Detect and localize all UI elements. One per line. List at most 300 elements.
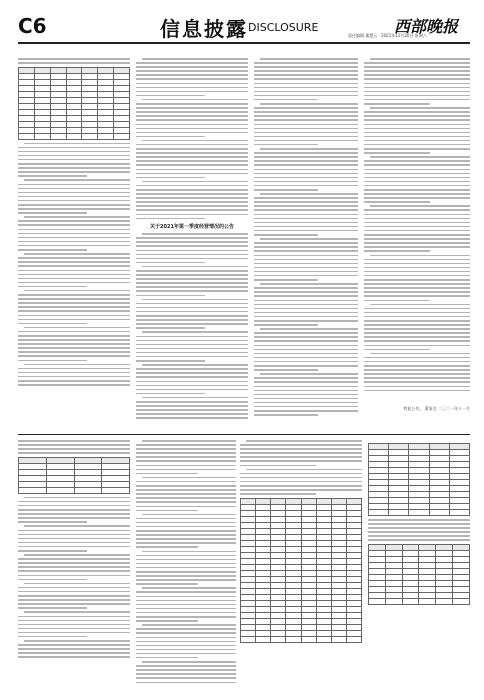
text-line — [364, 349, 430, 351]
text-line — [136, 460, 236, 462]
table-cell — [369, 510, 389, 516]
page-number: C6 — [18, 14, 47, 38]
text-line — [364, 169, 470, 171]
text-line — [18, 599, 130, 601]
text-line — [136, 596, 236, 598]
text-line — [254, 345, 358, 347]
table-cell — [46, 487, 74, 493]
text-line — [142, 587, 236, 589]
text-line — [254, 398, 358, 400]
text-line — [142, 299, 248, 301]
text-line — [18, 355, 130, 357]
text-line — [142, 140, 248, 142]
text-line — [136, 160, 248, 162]
text-line — [18, 323, 87, 325]
text-line — [254, 83, 358, 85]
table-cell — [256, 636, 271, 642]
text-line — [142, 266, 248, 268]
text-line — [260, 148, 358, 150]
text-line — [254, 156, 358, 158]
text-line — [142, 624, 236, 626]
text-line — [254, 144, 318, 146]
data-table — [368, 443, 470, 516]
text-line — [254, 230, 358, 232]
table-cell — [385, 598, 402, 604]
signature-text: 特此公告。 董事会 二〇二一年十一月 — [403, 406, 470, 411]
text-line — [136, 95, 205, 97]
text-line — [254, 291, 358, 293]
text-line — [136, 205, 248, 207]
text-line — [364, 128, 470, 130]
text-line — [136, 665, 236, 667]
text-line — [136, 368, 248, 370]
table-cell — [429, 510, 449, 516]
text-line — [136, 444, 236, 446]
text-line — [18, 184, 130, 186]
text-line — [240, 489, 362, 491]
text-line — [368, 531, 470, 533]
text-line — [364, 369, 470, 371]
table-cell — [102, 487, 130, 493]
text-line — [18, 620, 130, 622]
text-line — [364, 316, 470, 318]
article-heading: 关于2021年第一季度经营情况的公告 — [150, 224, 234, 231]
text-line — [18, 636, 87, 638]
text-line — [370, 156, 470, 158]
text-line — [364, 197, 470, 199]
text-line — [364, 164, 470, 166]
text-line — [364, 345, 470, 347]
text-line — [24, 364, 130, 366]
text-line — [18, 233, 130, 235]
text-line — [136, 152, 248, 154]
data-table — [18, 67, 130, 140]
text-line — [18, 257, 130, 259]
text-line — [136, 538, 236, 540]
text-line — [136, 78, 248, 80]
text-line — [254, 394, 358, 396]
text-line — [364, 361, 470, 363]
text-line — [24, 497, 130, 499]
text-line — [18, 587, 130, 589]
text-line — [254, 308, 358, 310]
text-line — [364, 283, 470, 285]
text-line — [18, 229, 130, 231]
text-line — [18, 62, 130, 64]
text-line — [18, 175, 87, 177]
column-2-top — [136, 58, 248, 430]
text-line — [364, 95, 470, 97]
text-line — [254, 361, 358, 363]
text-line — [136, 591, 236, 593]
text-line — [254, 275, 358, 277]
text-line — [136, 103, 248, 105]
text-line — [364, 115, 470, 117]
text-line — [18, 448, 130, 450]
text-line — [136, 456, 236, 458]
text-line — [364, 300, 430, 302]
text-line — [142, 99, 248, 101]
table-cell — [389, 510, 409, 516]
text-line — [18, 534, 130, 536]
column-2-bottom — [136, 440, 236, 692]
text-line — [136, 452, 236, 454]
text-line — [136, 506, 236, 508]
text-line — [136, 214, 248, 216]
text-line — [136, 241, 248, 243]
text-line — [254, 95, 358, 97]
text-line — [18, 347, 130, 349]
text-line — [136, 262, 205, 264]
text-line — [136, 530, 236, 532]
text-line — [240, 456, 362, 458]
column-4-top — [364, 58, 470, 404]
text-line — [136, 620, 198, 622]
text-line — [254, 74, 358, 76]
text-line — [136, 173, 248, 175]
text-line — [364, 373, 470, 375]
text-line — [18, 656, 130, 658]
text-line — [136, 132, 248, 134]
text-line — [136, 632, 236, 634]
text-line — [136, 327, 205, 329]
text-line — [136, 336, 248, 338]
text-line — [18, 58, 130, 60]
text-line — [364, 181, 470, 183]
text-line — [136, 156, 248, 158]
text-line — [260, 238, 358, 240]
text-line — [136, 282, 248, 284]
text-line — [136, 111, 248, 113]
signature-block — [364, 406, 470, 430]
text-line — [136, 311, 248, 313]
text-line — [364, 230, 470, 232]
text-line — [364, 160, 470, 162]
text-line — [18, 521, 87, 523]
text-line — [142, 233, 248, 235]
text-line — [18, 542, 130, 544]
table-cell — [409, 510, 429, 516]
text-line — [18, 315, 130, 317]
text-line — [136, 612, 236, 614]
text-line — [136, 413, 248, 415]
text-line — [18, 562, 130, 564]
text-line — [18, 546, 130, 548]
text-line — [136, 637, 236, 639]
text-line — [18, 538, 130, 540]
text-line — [18, 360, 87, 362]
text-line — [136, 62, 248, 64]
text-line — [368, 527, 470, 529]
text-line — [364, 250, 430, 252]
text-line — [136, 185, 248, 187]
text-line — [260, 283, 358, 285]
text-line — [136, 567, 236, 569]
text-line — [254, 381, 358, 383]
text-line — [254, 169, 358, 171]
text-line — [18, 616, 130, 618]
text-line — [136, 66, 248, 68]
text-line — [364, 78, 470, 80]
text-line — [136, 534, 236, 536]
text-line — [18, 632, 130, 634]
text-line — [18, 171, 130, 173]
text-line — [364, 242, 470, 244]
text-line — [18, 220, 130, 222]
text-line — [364, 279, 470, 281]
text-line — [18, 505, 130, 507]
text-line — [254, 316, 358, 318]
table-cell — [449, 510, 469, 516]
text-line — [260, 103, 358, 105]
text-line — [364, 357, 470, 359]
text-line — [254, 267, 358, 269]
text-line — [136, 604, 236, 606]
text-line — [136, 124, 248, 126]
text-line — [136, 315, 248, 317]
text-line — [364, 140, 470, 142]
text-line — [364, 390, 470, 392]
text-line — [18, 151, 130, 153]
text-line — [24, 143, 130, 145]
text-line — [364, 365, 470, 367]
page-header — [0, 0, 484, 42]
text-line — [136, 600, 236, 602]
text-line — [364, 218, 470, 220]
text-line — [246, 469, 362, 471]
text-line — [136, 376, 248, 378]
text-line — [18, 335, 130, 337]
text-line — [18, 579, 87, 581]
text-line — [18, 302, 130, 304]
text-line — [254, 320, 358, 322]
text-line — [18, 517, 130, 519]
text-line — [24, 253, 130, 255]
text-line — [136, 641, 236, 643]
text-line — [136, 193, 248, 195]
text-line — [24, 611, 130, 613]
table-row — [369, 510, 470, 516]
text-line — [136, 628, 236, 630]
text-line — [136, 485, 236, 487]
text-line — [18, 624, 130, 626]
text-line — [18, 603, 130, 605]
text-line — [136, 381, 248, 383]
text-line — [364, 267, 470, 269]
text-line — [364, 234, 470, 236]
text-line — [364, 386, 470, 388]
text-line — [240, 473, 362, 475]
text-line — [18, 530, 130, 532]
header-rule — [18, 42, 470, 44]
text-line — [364, 259, 470, 261]
text-line — [254, 377, 358, 379]
text-line — [136, 575, 236, 577]
text-line — [18, 245, 130, 247]
column-1-top — [18, 58, 130, 430]
column-3-top — [254, 58, 358, 430]
column-1-bottom — [18, 440, 130, 692]
text-line — [136, 510, 198, 512]
text-line — [254, 214, 358, 216]
text-line — [368, 535, 470, 537]
text-line — [364, 246, 470, 248]
text-line — [136, 563, 236, 565]
text-line — [240, 452, 362, 454]
text-line — [136, 319, 248, 321]
text-line — [254, 66, 358, 68]
text-line — [18, 188, 130, 190]
text-line — [364, 70, 470, 72]
column-4-bottom — [368, 440, 470, 692]
text-line — [18, 558, 130, 560]
text-line — [136, 518, 236, 520]
text-line — [364, 148, 470, 150]
text-line — [254, 353, 358, 355]
text-line — [370, 255, 470, 257]
text-line — [136, 177, 205, 179]
text-line — [254, 124, 358, 126]
text-line — [240, 481, 362, 483]
text-line — [368, 539, 470, 541]
table-cell — [114, 133, 130, 139]
text-line — [136, 657, 198, 659]
text-line — [364, 152, 430, 154]
table-cell — [98, 133, 114, 139]
text-line — [24, 640, 130, 642]
text-line — [18, 200, 130, 202]
text-line — [364, 238, 470, 240]
text-line — [136, 522, 236, 524]
text-line — [136, 385, 248, 387]
text-line — [136, 673, 236, 675]
text-line — [364, 193, 470, 195]
text-line — [254, 87, 358, 89]
text-line — [18, 591, 130, 593]
text-line — [136, 144, 248, 146]
text-line — [18, 339, 130, 341]
text-line — [136, 107, 248, 109]
text-line — [136, 303, 248, 305]
text-line — [364, 328, 470, 330]
text-line — [254, 300, 358, 302]
text-line — [364, 381, 470, 383]
text-line — [364, 340, 470, 342]
text-line — [18, 628, 130, 630]
text-line — [254, 279, 318, 281]
text-line — [254, 324, 318, 326]
table-cell — [331, 636, 346, 642]
text-line — [364, 324, 470, 326]
text-line — [364, 74, 470, 76]
table-cell — [436, 598, 453, 604]
text-line — [136, 682, 236, 684]
text-line — [254, 136, 358, 138]
text-line — [142, 181, 248, 183]
text-line — [18, 204, 130, 206]
text-line — [24, 554, 130, 556]
text-line — [364, 83, 470, 85]
text-line — [136, 91, 248, 93]
text-line — [18, 306, 130, 308]
text-line — [24, 327, 130, 329]
text-line — [240, 444, 362, 446]
text-line — [136, 70, 248, 72]
text-line — [24, 525, 130, 527]
text-line — [364, 124, 470, 126]
text-line — [136, 209, 248, 211]
text-line — [136, 148, 248, 150]
text-line — [18, 351, 130, 353]
text-line — [364, 275, 470, 277]
text-line — [260, 58, 358, 60]
text-line — [254, 164, 358, 166]
text-line — [136, 677, 236, 679]
text-line — [370, 353, 470, 355]
text-line — [18, 595, 130, 597]
text-line — [18, 147, 130, 149]
text-line — [364, 287, 470, 289]
text-line — [254, 177, 358, 179]
text-line — [136, 526, 236, 528]
text-line — [364, 214, 470, 216]
text-line — [136, 115, 248, 117]
text-line — [254, 62, 358, 64]
text-line — [18, 192, 130, 194]
text-line — [254, 402, 358, 404]
text-line — [254, 250, 358, 252]
text-line — [136, 571, 236, 573]
text-line — [254, 271, 358, 273]
text-line — [136, 542, 236, 544]
text-line — [18, 278, 130, 280]
text-line — [18, 513, 130, 515]
text-line — [254, 226, 358, 228]
header-meta: 责任编辑 董慧云 · 2021年11月20日 星期六 — [348, 33, 427, 38]
text-line — [254, 78, 358, 80]
text-line — [18, 155, 130, 157]
text-line — [18, 163, 130, 165]
text-line — [18, 368, 130, 370]
text-line — [370, 205, 470, 207]
text-line — [18, 224, 130, 226]
table-cell — [316, 636, 331, 642]
text-line — [364, 119, 470, 121]
text-line — [254, 132, 358, 134]
text-line — [254, 246, 358, 248]
table-cell — [369, 598, 386, 604]
text-line — [364, 91, 470, 93]
text-line — [18, 319, 130, 321]
text-line — [368, 519, 470, 521]
text-line — [18, 376, 130, 378]
text-line — [18, 652, 130, 654]
text-line — [24, 216, 130, 218]
text-line — [24, 583, 130, 585]
text-line — [142, 514, 236, 516]
text-line — [254, 173, 358, 175]
text-line — [18, 501, 130, 503]
text-line — [18, 444, 130, 446]
text-line — [364, 320, 470, 322]
text-line — [254, 70, 358, 72]
text-line — [364, 332, 470, 334]
text-line — [254, 259, 358, 261]
text-line — [18, 607, 87, 609]
text-line — [254, 189, 318, 191]
text-line — [136, 473, 198, 475]
text-line — [364, 99, 470, 101]
